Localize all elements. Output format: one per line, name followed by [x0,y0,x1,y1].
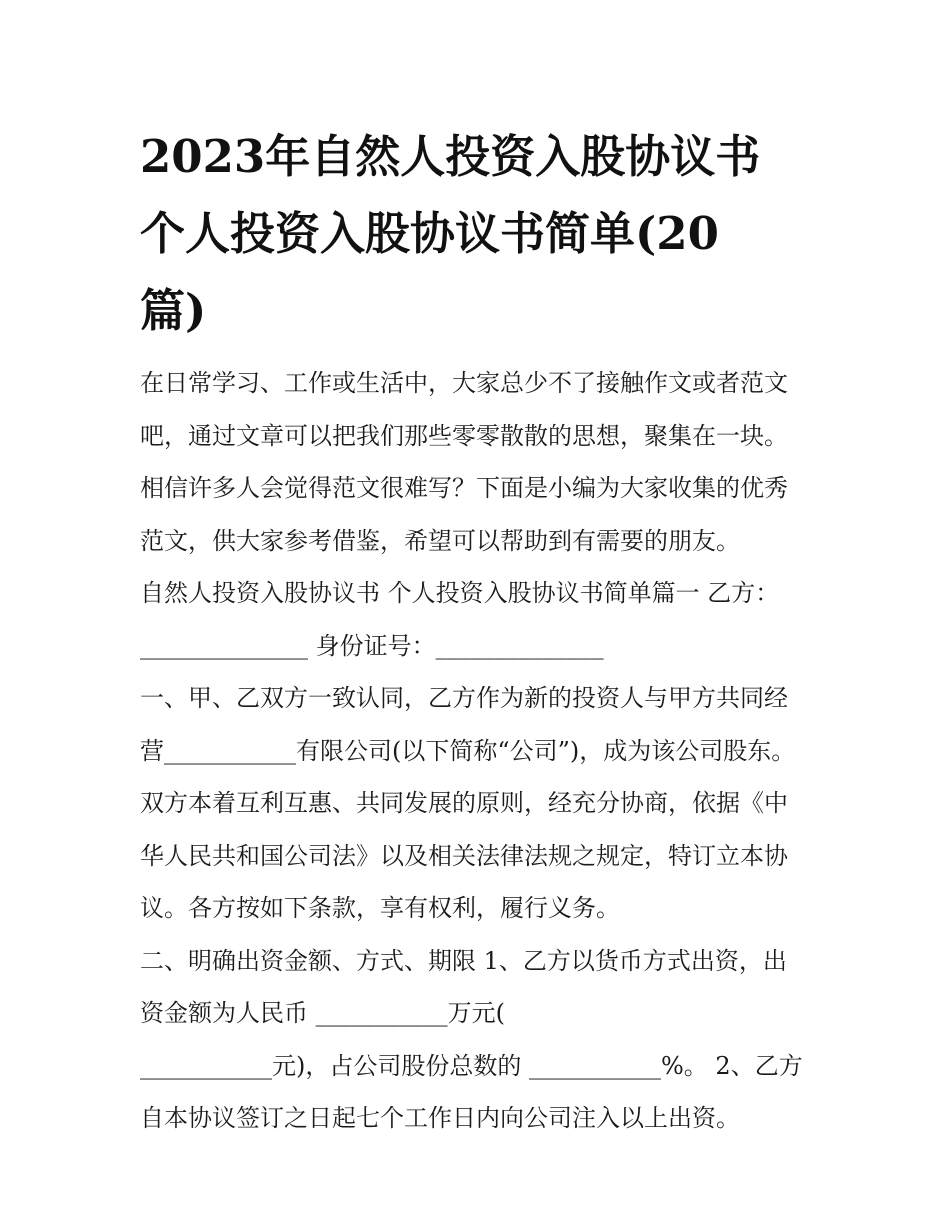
body-line: 双方本着互利互惠、共同发展的原则，经充分协商，依据《中 [140,789,788,817]
body-line: ______________ 身份证号：______________ [140,631,604,660]
body-line: 自然人投资入股协议书 个人投资入股协议书简单篇一 乙方： [140,579,780,607]
title-line: 篇) [140,284,207,337]
body-line: 吧，通过文章可以把我们那些零零散散的思想，聚集在一块。 [140,421,788,450]
title-line: 2023年自然人投资入股协议书 [140,130,761,183]
body-line: 在日常学习、工作或生活中，大家总少不了接触作文或者范文 [140,369,788,397]
body-line: 资金额为人民币 ___________万元( [140,999,505,1027]
document-body [140,357,830,1145]
body-line: 相信许多人会觉得范文很难写？下面是小编为大家收集的优秀 [140,474,788,502]
body-line: 华人民共和国公司法》以及相关法律法规之规定，特订立本协 [140,841,788,870]
body-line: 二、明确出资金额、方式、期限 1、乙方以货币方式出资，出 [140,946,787,975]
document-title [140,118,820,349]
body-line: 议。各方按如下条款，享有权利，履行义务。 [140,894,620,922]
title-line: 个人投资入股协议书简单(20 [140,207,719,260]
body-line: 一、甲、乙双方一致认同，乙方作为新的投资人与甲方共同经 [140,684,788,712]
body-line: 自本协议签订之日起七个工作日内向公司注入以上出资。 [140,1104,740,1132]
body-line: ___________元)，占公司股份总数的 ___________%。 2、乙方 [140,1051,803,1080]
body-line: 范文，供大家参考借鉴，希望可以帮助到有需要的朋友。 [140,526,740,555]
body-line: 营___________有限公司(以下简称“公司”)，成为该公司股东。 [140,736,796,765]
